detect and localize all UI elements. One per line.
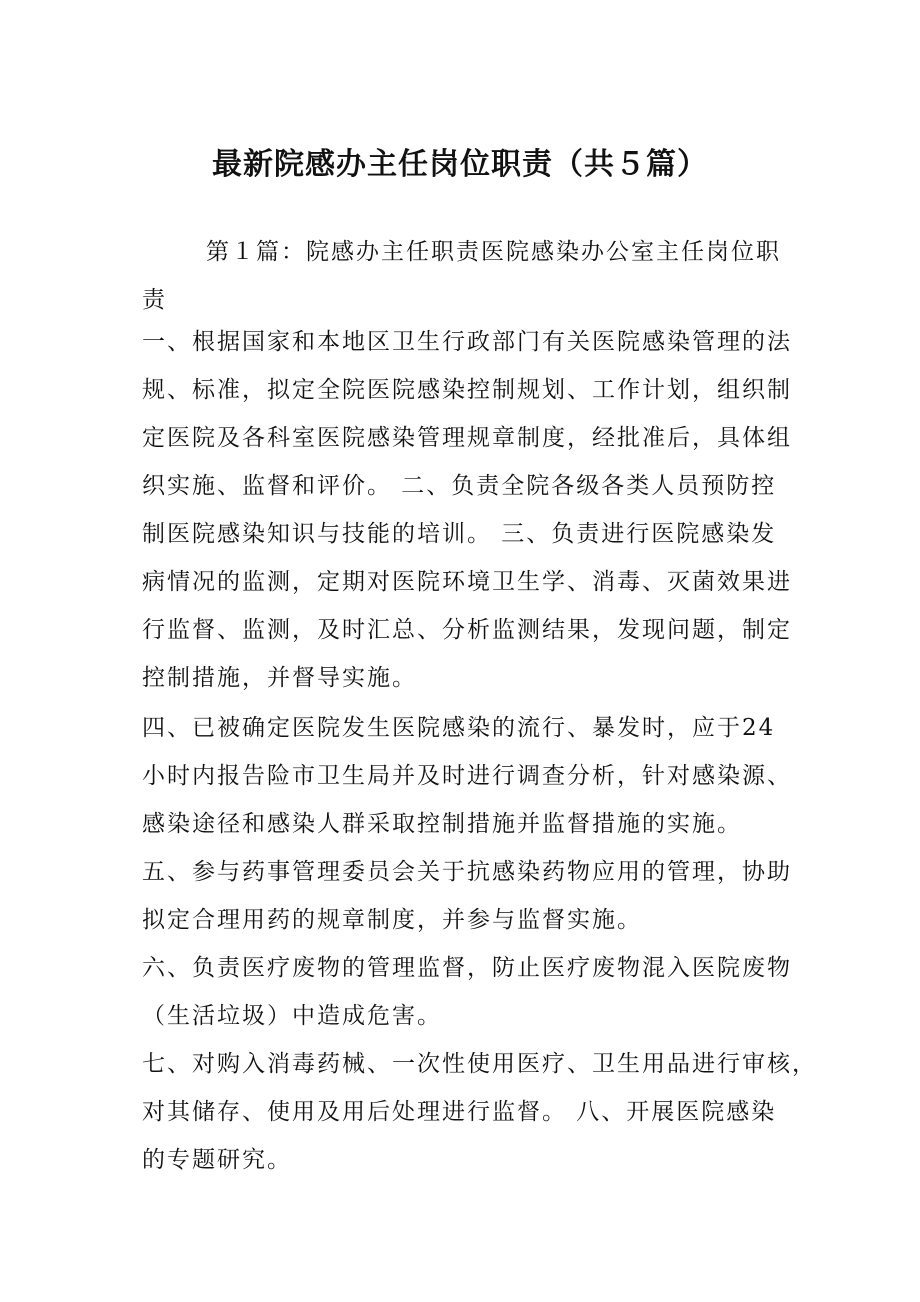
text-line: 拟定合理用药的规章制度，并参与监督实施。 [142, 907, 642, 933]
document-title: 最新院感办主任岗位职责（共５篇） [212, 147, 708, 182]
text-line: 小时内报告险市卫生局并及时进行调查分析，针对感染源、 [142, 763, 792, 789]
text-line: 规、标准，拟定全院医院感染控制规划、工作计划，组织制 [142, 377, 792, 403]
text-line: 感染途径和感染人群采取控制措施并监督措施的实施。 [142, 811, 742, 837]
paragraph-7 [142, 1040, 817, 1184]
text-line: （生活垃圾）中造成危害。 [142, 1003, 442, 1029]
text-line: 五、参与药事管理委员会关于抗感染药物应用的管理，协助 [142, 859, 792, 885]
paragraph-1 [142, 318, 802, 702]
text-line: 控制措施，并督导实施。 [142, 665, 417, 691]
text-line: 行监督、监测，及时汇总、分析监测结果，发现问题，制定 [142, 617, 792, 643]
text-line: 责 [142, 287, 167, 313]
text-line: 制医院感染知识与技能的培训。 三、负责进行医院感染发 [142, 521, 777, 547]
text-line: 的专题研究。 [142, 1147, 292, 1173]
paragraph-4 [142, 704, 802, 848]
text-line: 第１篇：院感办主任职责医院感染办公室主任岗位职 [206, 239, 781, 265]
text-line: 七、对购入消毒药械、一次性使用医疗、卫生用品进行审核， [142, 1051, 817, 1077]
text-line: 织实施、监督和评价。 二、负责全院各级各类人员预防控 [142, 473, 777, 499]
text-line: 病情况的监测，定期对医院环境卫生学、消毒、灭菌效果进 [142, 569, 792, 595]
text-line: 四、已被确定医院发生医院感染的流行、暴发时，应于24 [142, 715, 776, 741]
text-line: 一、根据国家和本地区卫生行政部门有关医院感染管理的法 [142, 329, 792, 355]
text-line: 对其储存、使用及用后处理进行监督。 八、开展医院感染 [142, 1099, 777, 1125]
text-line: 定医院及各科室医院感染管理规章制度，经批准后，具体组 [142, 425, 792, 451]
text-line: 六、负责医疗废物的管理监督，防止医疗废物混入医院废物 [142, 955, 792, 981]
subtitle-block [142, 228, 802, 324]
paragraph-5 [142, 848, 802, 944]
paragraph-6 [142, 944, 802, 1040]
